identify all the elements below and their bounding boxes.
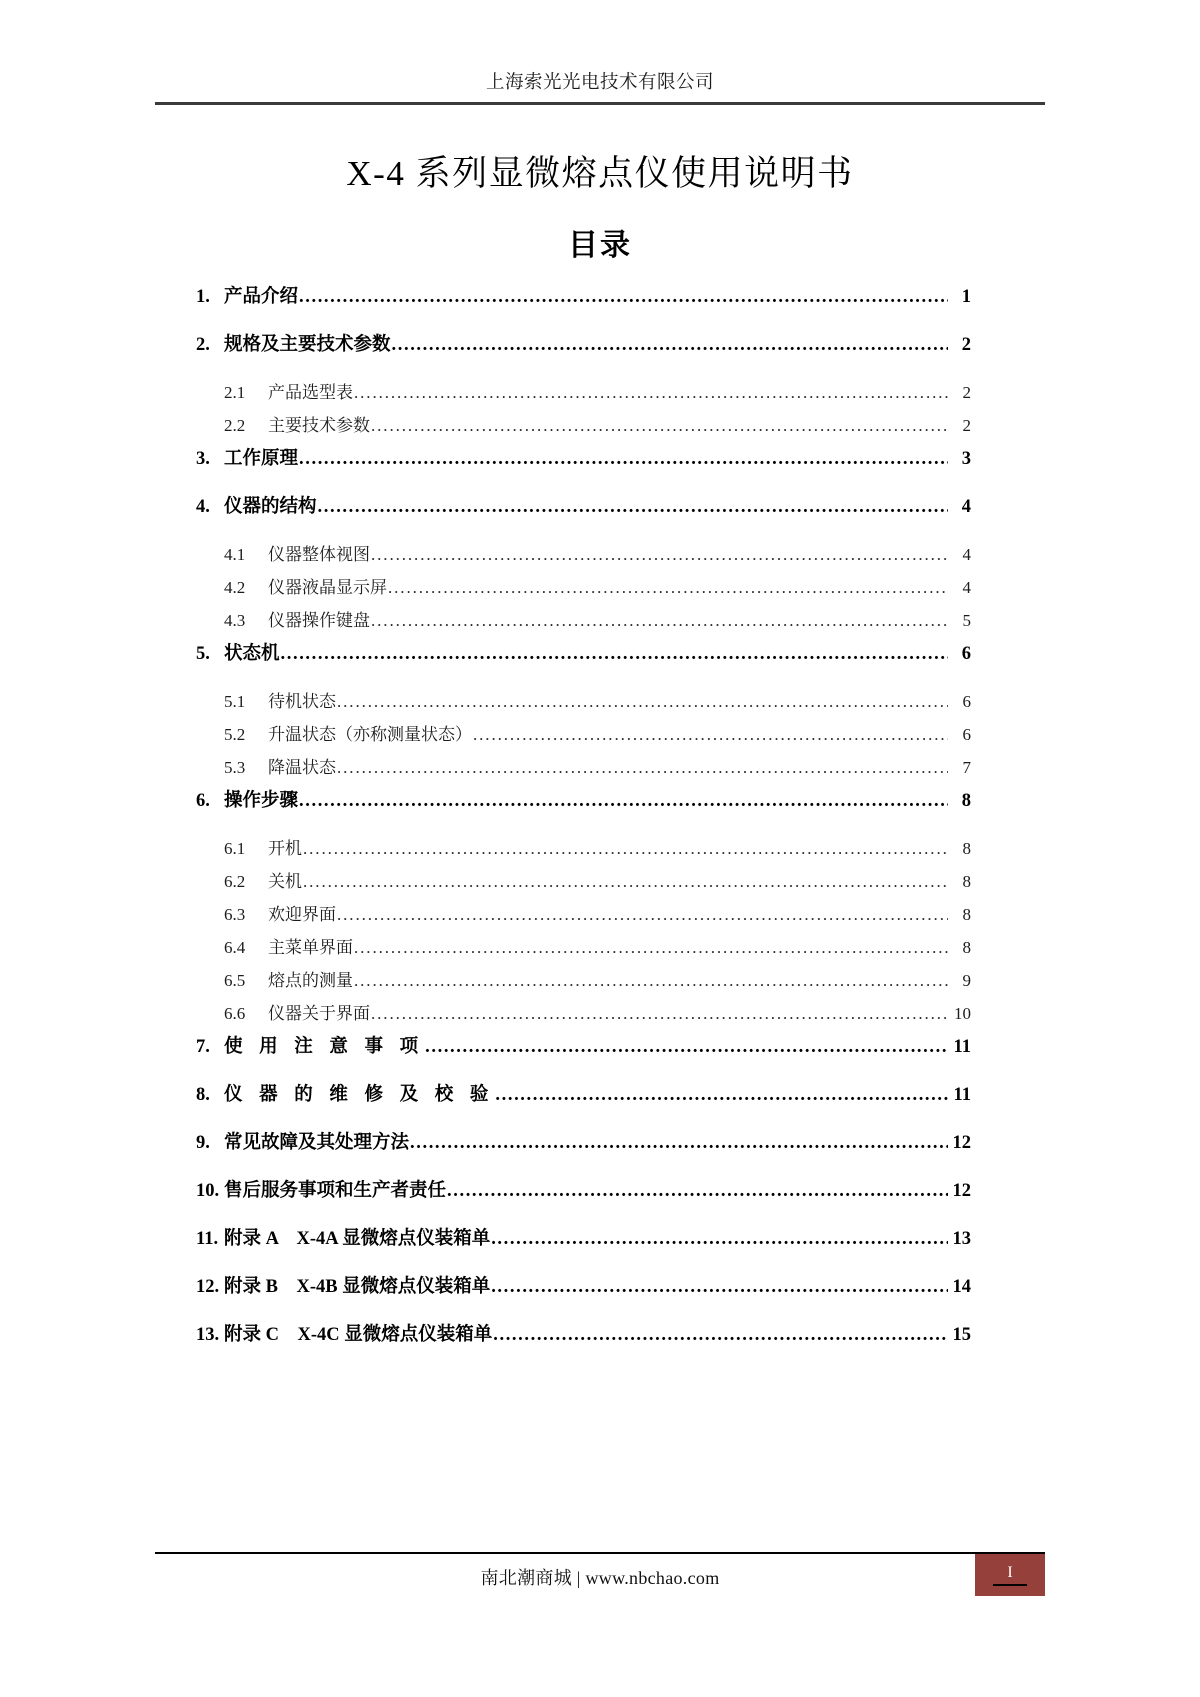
toc-entry-page-number: 11 <box>953 1085 971 1105</box>
toc-entry[interactable] <box>196 720 971 753</box>
toc-leader-dots <box>491 1277 948 1296</box>
toc-entry-label: 主菜单界面 <box>268 938 353 957</box>
toc-entry-label: 产品选型表 <box>268 383 353 402</box>
toc-entry-label: 开机 <box>268 839 302 858</box>
toc-leader-dots <box>299 791 948 810</box>
toc-entry-label: 仪器整体视图 <box>268 545 370 564</box>
toc-entry-label: 附录 C X-4C 显微熔点仪装箱单 <box>224 1325 493 1345</box>
toc-entry-label: 主要技术参数 <box>268 416 370 435</box>
toc-entry[interactable] <box>196 411 971 444</box>
toc-entry-number: 7. <box>196 1037 210 1057</box>
footer-page-badge <box>975 1554 1045 1596</box>
toc-entry[interactable] <box>196 1320 971 1368</box>
toc-entry-page-number: 8 <box>962 839 971 858</box>
toc-entry-label: 规格及主要技术参数 <box>224 335 391 355</box>
toc-leader-dots <box>371 545 948 562</box>
toc-entry[interactable] <box>196 1080 971 1128</box>
toc-entry-number: 6.6 <box>224 1004 246 1023</box>
toc-entry-label: 降温状态 <box>268 758 336 777</box>
toc-leader-dots <box>447 1181 948 1200</box>
toc-entry[interactable] <box>196 540 971 573</box>
toc-entry-number: 1. <box>196 287 210 307</box>
toc-leader-dots <box>425 1037 948 1056</box>
toc-entry-page-number: 7 <box>962 758 971 777</box>
toc-leader-dots <box>371 1004 948 1021</box>
toc-entry-page-number: 10 <box>954 1004 971 1023</box>
toc-entry-label: 仪器关于界面 <box>268 1004 370 1023</box>
toc-entry-label: 状态机 <box>224 644 280 664</box>
toc-entry[interactable] <box>196 378 971 411</box>
toc-leader-dots <box>299 287 948 306</box>
header-divider <box>155 102 1045 105</box>
toc-entry-page-number: 9 <box>962 971 971 990</box>
page-title: X-4 系列显微熔点仪使用说明书 <box>346 154 854 193</box>
toc-entry-page-number: 8 <box>962 938 971 957</box>
toc-entry-page-number: 14 <box>952 1277 971 1297</box>
toc-entry-label: 关机 <box>268 872 302 891</box>
toc-entry-label: 待机状态 <box>268 692 336 711</box>
toc-entry-number: 2.2 <box>224 416 246 435</box>
toc-entry[interactable] <box>196 687 971 720</box>
toc-entry-label: 工作原理 <box>224 449 299 469</box>
toc-leader-dots <box>299 449 948 468</box>
toc-leader-dots <box>371 416 948 433</box>
toc-leader-dots <box>495 1085 948 1104</box>
toc-entry[interactable] <box>196 1032 971 1080</box>
toc-entry[interactable] <box>196 834 971 867</box>
toc-entry-page-number: 11 <box>953 1037 971 1057</box>
toc-entry[interactable] <box>196 900 971 933</box>
toc-entry-page-number: 4 <box>962 545 971 564</box>
toc-entry-page-number: 1 <box>961 287 971 307</box>
toc-leader-dots <box>337 758 948 775</box>
toc-entry-number: 2. <box>196 335 210 355</box>
toc-entry-page-number: 4 <box>961 497 971 517</box>
toc-leader-dots <box>337 692 948 709</box>
toc-entry-number: 10. <box>196 1181 220 1201</box>
toc-entry[interactable] <box>196 753 971 786</box>
toc-entry[interactable] <box>196 282 971 330</box>
toc-entry[interactable] <box>196 867 971 900</box>
toc-entry-page-number: 3 <box>961 449 971 469</box>
toc-entry-label: 仪器液晶显示屏 <box>268 578 387 597</box>
toc-entry-label: 附录 B X-4B 显微熔点仪装箱单 <box>224 1277 491 1297</box>
toc-entry[interactable] <box>196 999 971 1032</box>
toc-entry-number: 13. <box>196 1325 220 1345</box>
toc-leader-dots <box>410 1133 948 1152</box>
toc-entry[interactable] <box>196 573 971 606</box>
toc-entry-page-number: 4 <box>962 578 971 597</box>
toc-leader-dots <box>388 578 948 595</box>
toc-leader-dots <box>371 611 948 628</box>
toc-entry-number: 5.3 <box>224 758 246 777</box>
toc-entry-page-number: 8 <box>962 905 971 924</box>
toc-heading: 目录 <box>568 229 632 262</box>
toc-entry-page-number: 13 <box>952 1229 971 1249</box>
toc-entry-page-number: 2 <box>962 416 971 435</box>
toc-entry-label: 售后服务事项和生产者责任 <box>224 1181 447 1201</box>
toc-entry-label: 仪器操作键盘 <box>268 611 370 630</box>
toc-leader-dots <box>473 725 948 742</box>
toc-entry[interactable] <box>196 933 971 966</box>
toc-entry-page-number: 6 <box>961 644 971 664</box>
header-company-name: 上海索光光电技术有限公司 <box>485 73 714 93</box>
footer-page-number: I <box>993 1564 1026 1586</box>
toc-entry-number: 6.3 <box>224 905 246 924</box>
page-header <box>155 72 1045 105</box>
toc-entry-page-number: 5 <box>962 611 971 630</box>
toc-entry[interactable] <box>196 492 971 540</box>
toc-entry-label: 升温状态（亦称测量状态） <box>268 725 472 744</box>
toc-entry-number: 2.1 <box>224 383 246 402</box>
toc-entry-label: 仪器的结构 <box>224 497 317 517</box>
toc-entry-number: 6.4 <box>224 938 246 957</box>
toc-leader-dots <box>281 644 948 663</box>
toc-entry-label: 附录 A X-4A 显微熔点仪装箱单 <box>224 1229 491 1249</box>
toc-entry[interactable] <box>196 444 971 492</box>
toc-entry[interactable] <box>196 786 971 834</box>
toc-leader-dots <box>392 335 948 354</box>
toc-entry-label: 使 用 注 意 事 项 <box>224 1037 425 1057</box>
toc-leader-dots <box>354 971 948 988</box>
toc-entry[interactable] <box>196 606 971 639</box>
toc-entry-page-number: 12 <box>952 1181 971 1201</box>
toc-entry-label: 常见故障及其处理方法 <box>224 1133 410 1153</box>
toc-entry-number: 4.1 <box>224 545 246 564</box>
toc-entry-label: 产品介绍 <box>224 287 299 307</box>
toc-leader-dots <box>303 839 948 856</box>
toc-entry-page-number: 8 <box>961 791 971 811</box>
toc-entry[interactable] <box>196 1128 971 1176</box>
toc-entry-page-number: 8 <box>962 872 971 891</box>
toc-entry[interactable] <box>196 966 971 999</box>
toc-entry[interactable] <box>196 1224 971 1272</box>
toc-entry-number: 6.2 <box>224 872 246 891</box>
toc-entry[interactable] <box>196 1176 971 1224</box>
toc-entry-label: 操作步骤 <box>224 791 299 811</box>
table-of-contents <box>196 282 971 1368</box>
toc-entry-page-number: 6 <box>962 692 971 711</box>
toc-entry-number: 5.2 <box>224 725 246 744</box>
toc-leader-dots <box>337 905 948 922</box>
toc-entry-page-number: 15 <box>952 1325 971 1345</box>
toc-entry-number: 3. <box>196 449 210 469</box>
toc-entry-number: 12. <box>196 1277 220 1297</box>
toc-leader-dots <box>493 1325 948 1344</box>
toc-entry-page-number: 2 <box>962 383 971 402</box>
toc-entry-page-number: 2 <box>961 335 971 355</box>
toc-entry[interactable] <box>196 330 971 378</box>
toc-leader-dots <box>303 872 948 889</box>
toc-entry-label: 仪 器 的 维 修 及 校 验 <box>224 1085 495 1105</box>
toc-entry-number: 4. <box>196 497 210 517</box>
footer-site-text: 南北潮商城 | www.nbchao.com <box>480 1568 720 1588</box>
toc-entry-number: 6. <box>196 791 210 811</box>
toc-leader-dots <box>354 938 948 955</box>
toc-entry-label: 欢迎界面 <box>268 905 336 924</box>
toc-entry-number: 8. <box>196 1085 210 1105</box>
toc-entry-number: 6.5 <box>224 971 246 990</box>
toc-entry-label: 熔点的测量 <box>268 971 353 990</box>
toc-entry-number: 11. <box>196 1229 219 1249</box>
toc-leader-dots <box>318 497 948 516</box>
toc-entry-number: 6.1 <box>224 839 246 858</box>
toc-entry-number: 4.3 <box>224 611 246 630</box>
toc-entry-number: 5.1 <box>224 692 246 711</box>
toc-entry[interactable] <box>196 639 971 687</box>
toc-leader-dots <box>354 383 948 400</box>
toc-entry-page-number: 6 <box>962 725 971 744</box>
page-footer <box>155 1552 1045 1600</box>
toc-entry-page-number: 12 <box>952 1133 971 1153</box>
toc-entry[interactable] <box>196 1272 971 1320</box>
toc-leader-dots <box>491 1229 948 1248</box>
toc-entry-number: 5. <box>196 644 210 664</box>
toc-entry-number: 9. <box>196 1133 210 1153</box>
toc-entry-number: 4.2 <box>224 578 246 597</box>
